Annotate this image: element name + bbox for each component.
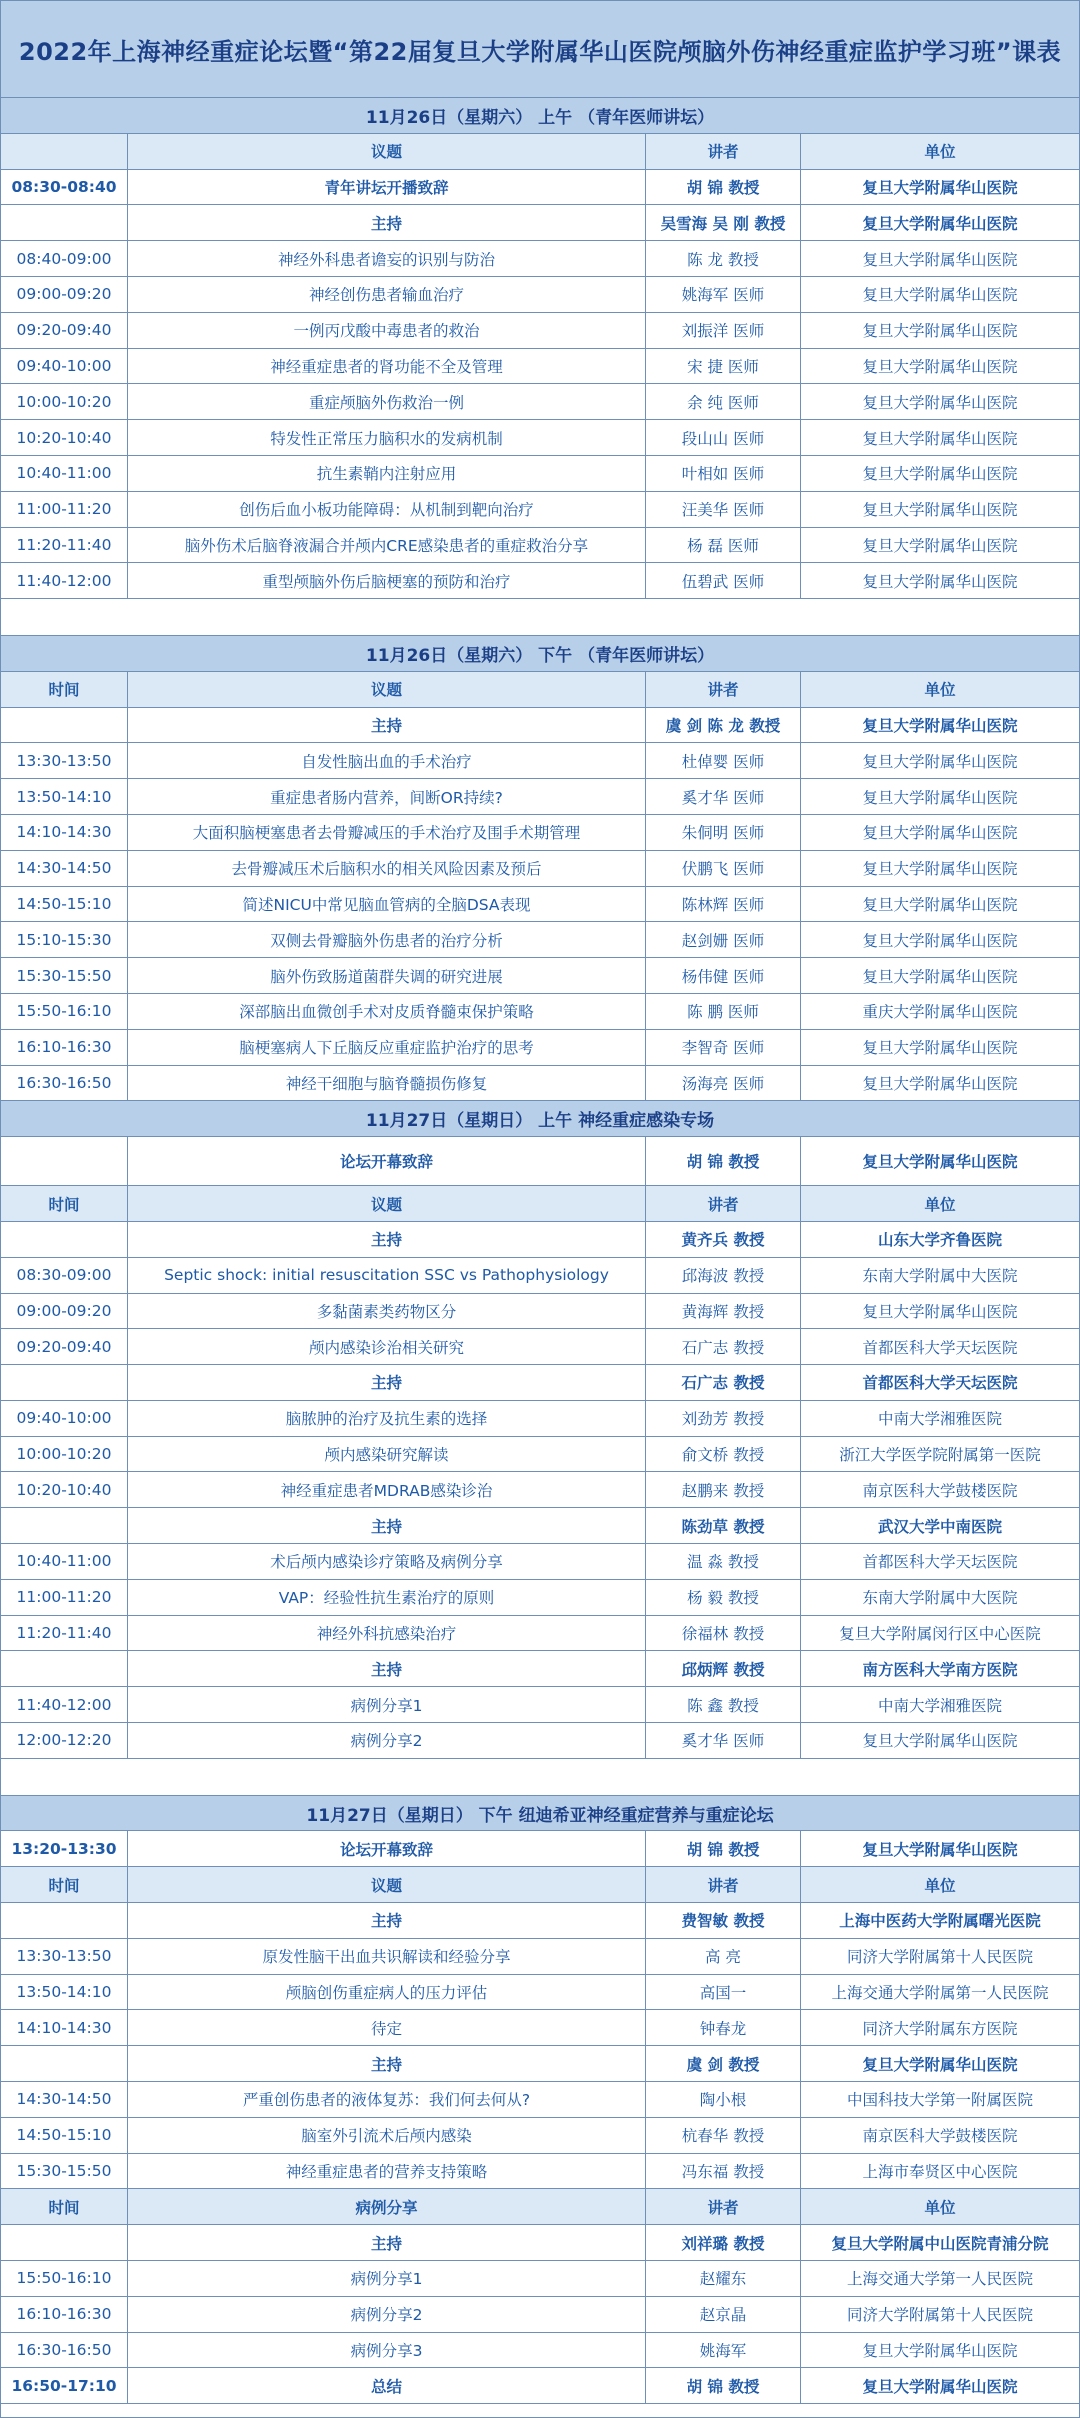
org-cell: 复旦大学附属华山医院 (862, 1039, 1018, 1058)
speaker-cell: 陈劲草 教授 (646, 1508, 801, 1543)
speaker-cell: 石广志 教授 (646, 1329, 801, 1364)
org-cell: 复旦大学附属华山医院 (862, 895, 1018, 914)
org-cell: 南京医科大学鼓楼医院 (862, 2127, 1018, 2146)
speaker-cell: 冯东福 教授 (646, 2154, 801, 2189)
topic-cell: 重症患者肠内营养，间断OR持续? (128, 779, 646, 814)
speaker-cell: 胡 锦 教授 (646, 1137, 801, 1185)
speaker-cell: 讲者 (646, 2189, 801, 2224)
speaker-cell: 陈 龙 教授 (646, 241, 801, 276)
org-cell: 上海交通大学附属第一人民医院 (831, 1984, 1049, 2003)
topic-cell: 脑外伤术后脑脊液漏合并颅内CRE感染患者的重症救治分享 (128, 528, 646, 563)
time-cell: 08:30-08:40 (1, 170, 128, 205)
org-cell: 单位 (924, 1195, 956, 1214)
topic-cell: 病例分享1 (128, 1687, 646, 1722)
topic-cell: 多黏菌素类药物区分 (128, 1294, 646, 1329)
topic-cell: 颅脑创伤重症病人的压力评估 (128, 1975, 646, 2010)
org-cell: 中国科技大学第一附属医院 (846, 2091, 1033, 2110)
speaker-cell: 杨 毅 教授 (646, 1580, 801, 1615)
org-cell: 复旦大学附属华山医院 (862, 1302, 1018, 1321)
org-cell: 复旦大学附属闵行区中心医院 (839, 1625, 1041, 1644)
topic-cell: 神经外科抗感染治疗 (128, 1616, 646, 1651)
table-row (1, 1975, 1079, 2011)
table-row (1, 2261, 1079, 2297)
org-cell: 复旦大学附属华山医院 (862, 250, 1018, 269)
org-cell: 复旦大学附属华山医院 (862, 1074, 1018, 1093)
topic-cell: 主持 (128, 1508, 646, 1543)
time-cell (1, 1903, 128, 1938)
topic-cell: 主持 (128, 2046, 646, 2081)
speaker-cell: 邱炳辉 教授 (646, 1651, 801, 1686)
topic-cell: 重型颅脑外伤后脑梗塞的预防和治疗 (128, 563, 646, 598)
org-cell: 上海中医药大学附属曙光医院 (839, 1912, 1041, 1931)
speaker-cell: 讲者 (646, 672, 801, 707)
org-cell: 复旦大学附属中山医院青浦分院 (831, 2234, 1049, 2253)
org-cell: 南京医科大学鼓楼医院 (862, 1481, 1018, 1500)
org-cell: 山东大学齐鲁医院 (877, 1231, 1002, 1250)
org-cell: 复旦大学附属华山医院 (862, 1732, 1018, 1751)
topic-cell: 严重创伤患者的液体复苏：我们何去何从? (128, 2082, 646, 2117)
time-cell: 10:00-10:20 (1, 384, 128, 419)
column-header-row (1, 134, 1079, 170)
speaker-cell: 余 纯 医师 (646, 384, 801, 419)
table-row (1, 2333, 1079, 2369)
org-cell: 复旦大学附属华山医院 (862, 752, 1018, 771)
speaker-cell: 刘振洋 医师 (646, 313, 801, 348)
time-cell: 13:30-13:50 (1, 1939, 128, 1974)
table-row (1, 420, 1079, 456)
speaker-cell: 黄海辉 教授 (646, 1294, 801, 1329)
time-cell: 10:00-10:20 (1, 1437, 128, 1472)
org-cell: 同济大学附属第十人民医院 (846, 1948, 1033, 1967)
table-row (1, 1030, 1079, 1066)
time-cell: 10:20-10:40 (1, 1472, 128, 1507)
table-row (1, 528, 1079, 564)
topic-cell: 主持 (128, 205, 646, 240)
table-row (1, 205, 1079, 241)
speaker-cell: 赵耀东 (646, 2261, 801, 2296)
speaker-cell: 奚才华 医师 (646, 779, 801, 814)
spacer-row (1, 599, 1079, 636)
time-cell: 09:40-10:00 (1, 349, 128, 384)
time-cell: 11:20-11:40 (1, 1616, 128, 1651)
table-row (1, 2368, 1079, 2404)
time-cell: 14:50-15:10 (1, 887, 128, 922)
table-row (1, 1329, 1079, 1365)
topic-cell: 青年讲坛开播致辞 (128, 170, 646, 205)
time-cell: 15:10-15:30 (1, 922, 128, 957)
org-cell: 复旦大学附属华山医院 (862, 322, 1018, 341)
speaker-cell: 温 淼 教授 (646, 1544, 801, 1579)
topic-cell: 特发性正常压力脑积水的发病机制 (128, 420, 646, 455)
column-header-row (1, 2189, 1079, 2225)
topic-cell: 病例分享1 (128, 2261, 646, 2296)
org-cell: 复旦大学附属华山医院 (862, 465, 1018, 484)
speaker-cell: 讲者 (646, 134, 801, 169)
table-row (1, 815, 1079, 851)
table-row (1, 708, 1079, 744)
speaker-cell: 杨 磊 医师 (646, 528, 801, 563)
topic-cell: 大面积脑梗塞患者去骨瓣减压的手术治疗及围手术期管理 (128, 815, 646, 850)
speaker-cell: 刘祥璐 教授 (646, 2225, 801, 2260)
time-cell: 11:20-11:40 (1, 528, 128, 563)
time-cell: 14:30-14:50 (1, 851, 128, 886)
table-row (1, 170, 1079, 206)
topic-cell: 术后颅内感染诊疗策略及病例分享 (128, 1544, 646, 1579)
table-row (1, 994, 1079, 1030)
org-cell: 上海市奉贤区中心医院 (862, 2163, 1018, 2182)
org-cell: 南方医科大学南方医院 (862, 1660, 1018, 1679)
table-row (1, 313, 1079, 349)
table-row (1, 1651, 1079, 1687)
org-cell: 复旦大学附属华山医院 (862, 501, 1018, 520)
topic-cell: 总结 (128, 2368, 646, 2403)
org-cell: 单位 (924, 143, 956, 162)
speaker-cell: 陈 鹏 医师 (646, 994, 801, 1029)
time-cell: 12:00-12:20 (1, 1723, 128, 1758)
speaker-cell: 杜倬婴 医师 (646, 743, 801, 778)
time-cell (1, 2046, 128, 2081)
org-cell: 中南大学湘雅医院 (877, 1410, 1002, 1429)
topic-cell: 自发性脑出血的手术治疗 (128, 743, 646, 778)
time-cell (1, 1651, 128, 1686)
time-cell: 16:30-16:50 (1, 1066, 128, 1101)
time-cell (1, 1222, 128, 1257)
topic-cell: 论坛开幕致辞 (128, 1137, 646, 1185)
org-cell: 东南大学附属中大医院 (862, 1589, 1018, 1608)
topic-cell: 议题 (128, 1186, 646, 1221)
time-cell: 15:50-16:10 (1, 994, 128, 1029)
topic-cell: 颅内感染诊治相关研究 (128, 1329, 646, 1364)
org-cell: 重庆大学附属华山医院 (862, 1003, 1018, 1022)
table-row (1, 456, 1079, 492)
time-cell: 14:30-14:50 (1, 2082, 128, 2117)
speaker-cell: 高国一 (646, 1975, 801, 2010)
table-row (1, 1137, 1079, 1186)
org-cell: 复旦大学附属华山医院 (862, 860, 1018, 879)
speaker-cell: 邱海波 教授 (646, 1258, 801, 1293)
time-cell: 10:20-10:40 (1, 420, 128, 455)
org-cell: 复旦大学附属华山医院 (862, 429, 1018, 448)
org-cell: 复旦大学附属华山医院 (862, 214, 1018, 233)
section-header: 11月26日（星期六） 上午 （青年医师讲坛） (1, 98, 1079, 134)
time-cell: 09:00-09:20 (1, 1294, 128, 1329)
org-cell: 单位 (924, 1876, 956, 1895)
time-cell: 16:30-16:50 (1, 2333, 128, 2368)
time-cell: 时间 (1, 2189, 128, 2224)
table-row (1, 887, 1079, 923)
topic-cell: 脑梗塞病人下丘脑反应重症监护治疗的思考 (128, 1030, 646, 1065)
time-cell: 09:00-09:20 (1, 277, 128, 312)
time-cell (1, 708, 128, 743)
speaker-cell: 胡 锦 教授 (646, 170, 801, 205)
speaker-cell: 讲者 (646, 1867, 801, 1902)
table-row (1, 958, 1079, 994)
topic-cell: 神经外科患者谵妄的识别与防治 (128, 241, 646, 276)
org-cell: 中南大学湘雅医院 (877, 1696, 1002, 1715)
column-header-row (1, 1867, 1079, 1903)
topic-cell: 病例分享3 (128, 2333, 646, 2368)
speaker-cell: 汤海亮 医师 (646, 1066, 801, 1101)
schedule-table (1, 98, 1079, 2404)
speaker-cell: 吴雪海 吴 刚 教授 (646, 205, 801, 240)
time-cell (1, 134, 128, 169)
table-row (1, 1437, 1079, 1473)
table-row (1, 563, 1079, 599)
speaker-cell: 陈 鑫 教授 (646, 1687, 801, 1722)
topic-cell: 病例分享2 (128, 1723, 646, 1758)
org-cell: 同济大学附属东方医院 (862, 2019, 1018, 2038)
table-row (1, 1616, 1079, 1652)
org-cell: 复旦大学附属华山医院 (862, 357, 1018, 376)
time-cell: 14:50-15:10 (1, 2118, 128, 2153)
speaker-cell: 伍碧武 医师 (646, 563, 801, 598)
table-row (1, 1258, 1079, 1294)
time-cell: 11:40-12:00 (1, 1687, 128, 1722)
topic-cell: 神经重症患者的肾功能不全及管理 (128, 349, 646, 384)
time-cell (1, 1508, 128, 1543)
topic-cell: 主持 (128, 1222, 646, 1257)
speaker-cell: 杨伟健 医师 (646, 958, 801, 993)
org-cell: 首都医科大学天坛医院 (862, 1338, 1018, 1357)
topic-cell: 深部脑出血微创手术对皮质脊髓束保护策略 (128, 994, 646, 1029)
speaker-cell: 赵剑姗 医师 (646, 922, 801, 957)
column-header-row (1, 672, 1079, 708)
speaker-cell: 姚海军 医师 (646, 277, 801, 312)
org-cell: 复旦大学附属华山医院 (862, 286, 1018, 305)
speaker-cell: 宋 捷 医师 (646, 349, 801, 384)
topic-cell: 去骨瓣减压术后脑积水的相关风险因素及预后 (128, 851, 646, 886)
topic-cell: 双侧去骨瓣脑外伤患者的治疗分析 (128, 922, 646, 957)
topic-cell: 脑脓肿的治疗及抗生素的选择 (128, 1401, 646, 1436)
time-cell: 16:10-16:30 (1, 2297, 128, 2332)
topic-cell: 主持 (128, 1365, 646, 1400)
table-row (1, 743, 1079, 779)
speaker-cell: 费智敏 教授 (646, 1903, 801, 1938)
org-cell: 复旦大学附属华山医院 (862, 536, 1018, 555)
topic-cell: 病例分享2 (128, 2297, 646, 2332)
topic-cell: 议题 (128, 672, 646, 707)
table-row (1, 1066, 1079, 1102)
time-cell: 08:30-09:00 (1, 1258, 128, 1293)
speaker-cell: 杭春华 教授 (646, 2118, 801, 2153)
table-row (1, 2046, 1079, 2082)
topic-cell: Septic shock: initial resuscitation SSC vs Pathophysiology (128, 1258, 646, 1293)
topic-cell: 待定 (128, 2010, 646, 2045)
spacer-row (1, 1759, 1079, 1796)
speaker-cell: 俞文桥 教授 (646, 1437, 801, 1472)
org-cell: 同济大学附属第十人民医院 (846, 2306, 1033, 2325)
table-row (1, 1365, 1079, 1401)
table-row (1, 1580, 1079, 1616)
section-header: 11月27日（星期日） 上午 神经重症感染专场 (1, 1101, 1079, 1137)
speaker-cell: 讲者 (646, 1186, 801, 1221)
org-cell: 首都医科大学天坛医院 (862, 1374, 1018, 1393)
time-cell (1, 205, 128, 240)
time-cell: 14:10-14:30 (1, 815, 128, 850)
table-row (1, 1687, 1079, 1723)
speaker-cell: 奚才华 医师 (646, 1723, 801, 1758)
table-row (1, 779, 1079, 815)
org-cell: 复旦大学附属华山医院 (862, 2342, 1018, 2360)
org-cell: 复旦大学附属华山医院 (862, 178, 1018, 197)
table-row (1, 2010, 1079, 2046)
table-row (1, 492, 1079, 528)
org-cell: 复旦大学附属华山医院 (862, 824, 1018, 843)
topic-cell: 原发性脑干出血共识解读和经验分享 (128, 1939, 646, 1974)
table-row (1, 2118, 1079, 2154)
table-row (1, 1903, 1079, 1939)
org-cell: 单位 (924, 2198, 956, 2217)
table-row (1, 349, 1079, 385)
table-row (1, 384, 1079, 420)
speaker-cell: 黄齐兵 教授 (646, 1222, 801, 1257)
speaker-cell: 汪美华 医师 (646, 492, 801, 527)
org-cell: 东南大学附属中大医院 (862, 1267, 1018, 1286)
speaker-cell: 赵鹏来 教授 (646, 1472, 801, 1507)
table-row (1, 277, 1079, 313)
topic-cell: 神经创伤患者输血治疗 (128, 277, 646, 312)
time-cell: 13:30-13:50 (1, 743, 128, 778)
time-cell (1, 2225, 128, 2260)
topic-cell: 重症颅脑外伤救治一例 (128, 384, 646, 419)
table-row (1, 1544, 1079, 1580)
table-row (1, 922, 1079, 958)
time-cell: 时间 (1, 1186, 128, 1221)
table-row (1, 1939, 1079, 1975)
topic-cell: 神经干细胞与脑脊髓损伤修复 (128, 1066, 646, 1101)
topic-cell: 议题 (128, 1867, 646, 1902)
topic-cell: 主持 (128, 708, 646, 743)
time-cell: 时间 (1, 1867, 128, 1902)
topic-cell: 一例丙戊酸中毒患者的救治 (128, 313, 646, 348)
org-cell: 上海交通大学第一人民医院 (846, 2270, 1033, 2289)
org-cell: 复旦大学附属华山医院 (862, 1840, 1018, 1859)
speaker-cell: 李智奇 医师 (646, 1030, 801, 1065)
speaker-cell: 陶小根 (646, 2082, 801, 2117)
time-cell: 15:30-15:50 (1, 2154, 128, 2189)
topic-cell: 主持 (128, 1651, 646, 1686)
time-cell: 时间 (1, 672, 128, 707)
time-cell: 16:50-17:10 (1, 2368, 128, 2403)
time-cell: 14:10-14:30 (1, 2010, 128, 2045)
topic-cell: 主持 (128, 1903, 646, 1938)
time-cell: 10:40-11:00 (1, 1544, 128, 1579)
org-cell: 武汉大学中南医院 (877, 1517, 1002, 1536)
speaker-cell: 段山山 医师 (646, 420, 801, 455)
org-cell: 浙江大学医学院附属第一医院 (839, 1446, 1041, 1465)
org-cell: 复旦大学附属华山医院 (862, 967, 1018, 986)
org-cell: 复旦大学附属华山医院 (862, 931, 1018, 950)
table-row (1, 851, 1079, 887)
speaker-cell: 徐福林 教授 (646, 1616, 801, 1651)
time-cell: 11:00-11:20 (1, 492, 128, 527)
topic-cell: 创伤后血小板功能障碍：从机制到靶向治疗 (128, 492, 646, 527)
org-cell: 复旦大学附属华山医院 (862, 393, 1018, 412)
org-cell: 首都医科大学天坛医院 (862, 1553, 1018, 1572)
topic-cell: 病例分享 (128, 2189, 646, 2224)
speaker-cell: 姚海军 (646, 2333, 801, 2368)
topic-cell: 抗生素鞘内注射应用 (128, 456, 646, 491)
org-cell: 复旦大学附属华山医院 (862, 2055, 1018, 2074)
time-cell: 13:50-14:10 (1, 1975, 128, 2010)
time-cell: 09:20-09:40 (1, 1329, 128, 1364)
topic-cell: 议题 (128, 134, 646, 169)
speaker-cell: 朱侗明 医师 (646, 815, 801, 850)
speaker-cell: 虞 剑 教授 (646, 2046, 801, 2081)
table-row (1, 2154, 1079, 2190)
topic-cell: 脑室外引流术后颅内感染 (128, 2118, 646, 2153)
speaker-cell: 虞 剑 陈 龙 教授 (646, 708, 801, 743)
speaker-cell: 钟春龙 (646, 2010, 801, 2045)
table-row (1, 2225, 1079, 2261)
time-cell: 09:40-10:00 (1, 1401, 128, 1436)
time-cell: 15:50-16:10 (1, 2261, 128, 2296)
table-row (1, 1472, 1079, 1508)
org-cell: 复旦大学附属华山医院 (862, 788, 1018, 807)
topic-cell: VAP：经验性抗生素治疗的原则 (128, 1580, 646, 1615)
page-title: 2022年上海神经重症论坛暨“第22届复旦大学附属华山医院颅脑外伤神经重症监护学习班”课表 (1, 1, 1079, 98)
org-cell: 复旦大学附属华山医院 (862, 1153, 1018, 1172)
time-cell: 13:50-14:10 (1, 779, 128, 814)
time-cell (1, 1365, 128, 1400)
org-cell: 复旦大学附属华山医院 (862, 2377, 1018, 2396)
time-cell: 10:40-11:00 (1, 456, 128, 491)
speaker-cell: 石广志 教授 (646, 1365, 801, 1400)
table-row (1, 1831, 1079, 1867)
section-header: 11月27日（星期日） 下午 纽迪希亚神经重症营养与重症论坛 (1, 1796, 1079, 1832)
topic-cell: 论坛开幕致辞 (128, 1831, 646, 1866)
speaker-cell: 胡 锦 教授 (646, 1831, 801, 1866)
speaker-cell: 胡 锦 教授 (646, 2368, 801, 2403)
table-row (1, 1222, 1079, 1258)
table-row (1, 1294, 1079, 1330)
topic-cell: 脑外伤致肠道菌群失调的研究进展 (128, 958, 646, 993)
speaker-cell: 刘劲芳 教授 (646, 1401, 801, 1436)
speaker-cell: 赵京晶 (646, 2297, 801, 2332)
table-row (1, 1401, 1079, 1437)
table-row (1, 2082, 1079, 2118)
table-row (1, 1508, 1079, 1544)
topic-cell: 主持 (128, 2225, 646, 2260)
time-cell: 09:20-09:40 (1, 313, 128, 348)
org-cell: 复旦大学附属华山医院 (862, 716, 1018, 735)
time-cell: 11:40-12:00 (1, 563, 128, 598)
speaker-cell: 叶相如 医师 (646, 456, 801, 491)
table-row (1, 241, 1079, 277)
speaker-cell: 高 亮 (646, 1939, 801, 1974)
time-cell: 08:40-09:00 (1, 241, 128, 276)
time-cell: 15:30-15:50 (1, 958, 128, 993)
table-row (1, 1723, 1079, 1759)
column-header-row (1, 1186, 1079, 1222)
topic-cell: 神经重症患者的营养支持策略 (128, 2154, 646, 2189)
time-cell: 13:20-13:30 (1, 1831, 128, 1866)
topic-cell: 神经重症患者MDRAB感染诊治 (128, 1472, 646, 1507)
org-cell: 复旦大学附属华山医院 (862, 572, 1018, 591)
table-row (1, 2297, 1079, 2333)
speaker-cell: 陈林辉 医师 (646, 887, 801, 922)
topic-cell: 颅内感染研究解读 (128, 1437, 646, 1472)
time-cell: 16:10-16:30 (1, 1030, 128, 1065)
speaker-cell: 伏鹏飞 医师 (646, 851, 801, 886)
topic-cell: 简述NICU中常见脑血管病的全脑DSA表现 (128, 887, 646, 922)
time-cell (1, 1137, 128, 1185)
org-cell: 单位 (924, 681, 956, 700)
time-cell: 11:00-11:20 (1, 1580, 128, 1615)
section-header: 11月26日（星期六） 下午 （青年医师讲坛） (1, 636, 1079, 672)
